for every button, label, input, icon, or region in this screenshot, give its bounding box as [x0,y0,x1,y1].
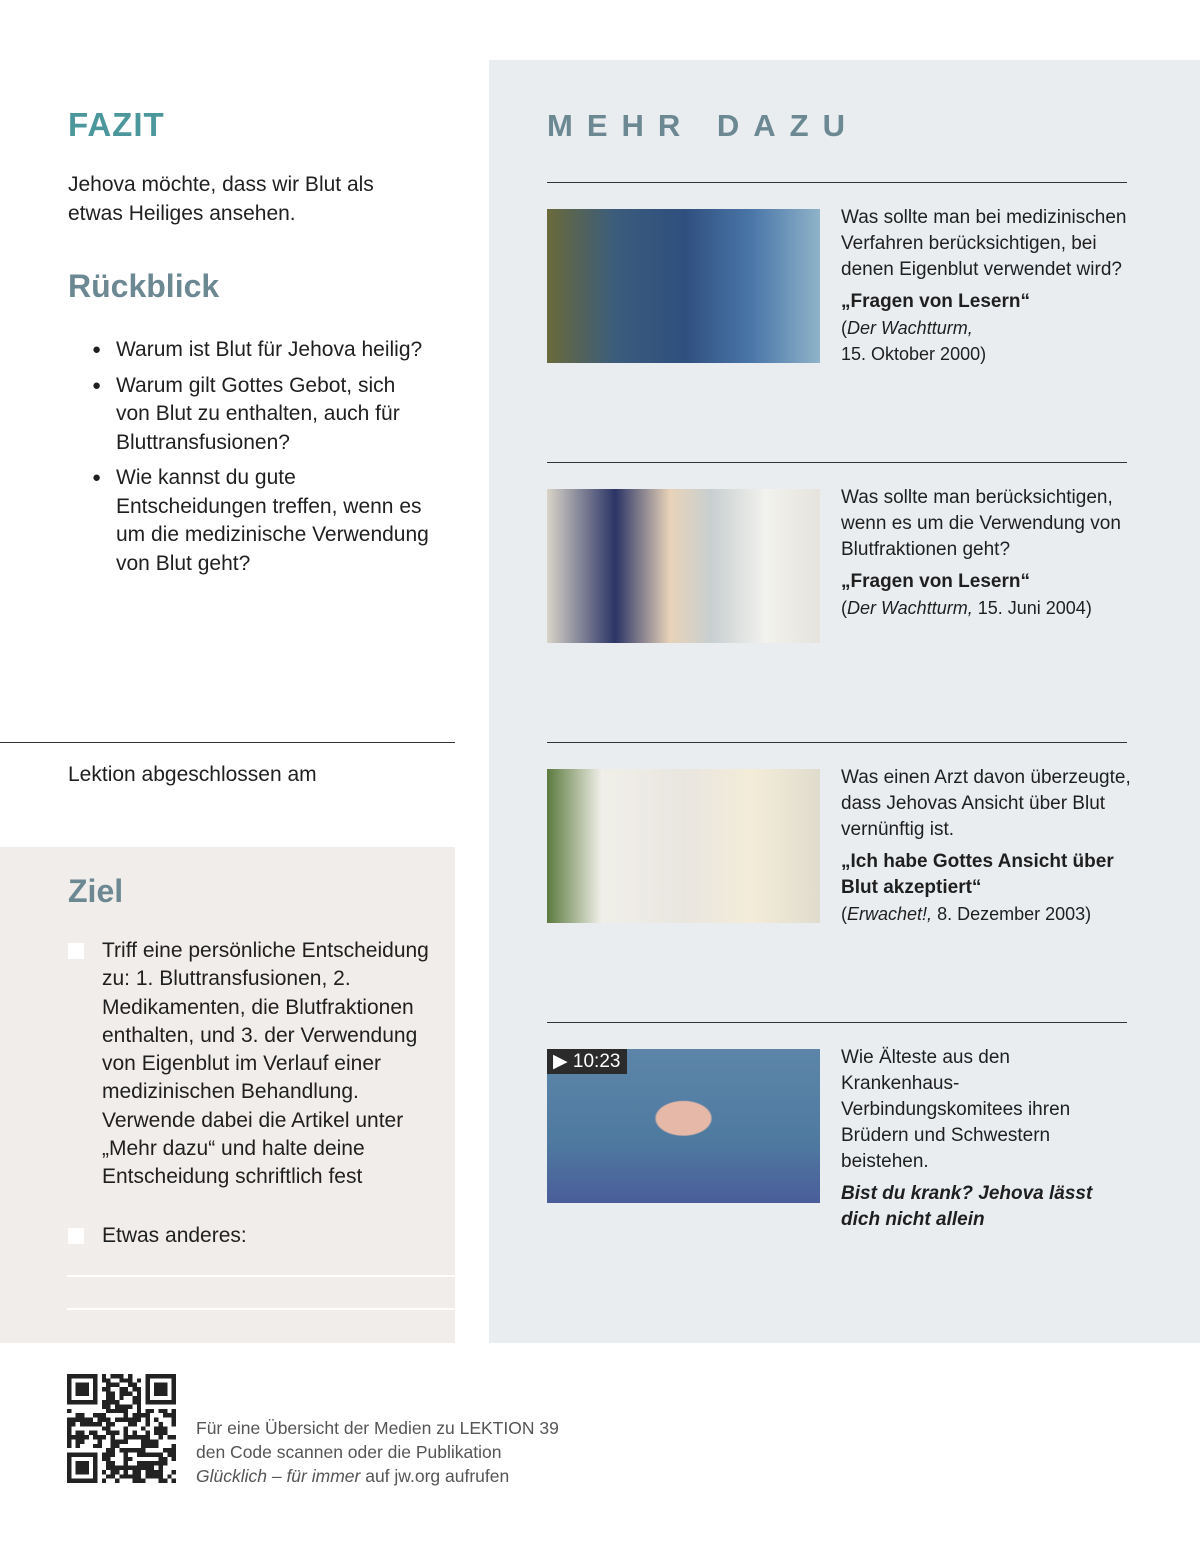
divider [0,742,455,743]
video-title[interactable]: Bist du krank? Jehova lässt dich nicht allein [841,1183,1093,1230]
article-date: 15. Juni 2004 [977,598,1086,618]
video-thumbnail[interactable] [547,1049,820,1203]
review-question: ● Warum gilt Gottes Gebot, sich von Blut zu enthalten, auch für Bluttransfusionen? [92,372,432,458]
video-duration: 10:23 [572,1051,621,1072]
review-question: ● Wie kannst du gute Entscheidungen treffen, wenn es um die medizinische Verwendung von Blut geht? [92,464,432,578]
mehr-dazu-panel: Was sollte man bei medizinischen Verfahren berücksichtigen, bei denen Eigenblut verwendet wird? „Fragen von Lesern“ (Der Wachtturm, 15. Oktober 2000) Was sollte man berücksichtigen, wenn es um die Verwendung von Blutfraktionen geht? „Fragen von Lesern“ (Der Wachtturm, 15. Juni 2004) Was einen Arzt davon überzeugte, dass Jehovas Ansicht über Blut vernünftig ist. „Ich habe Gottes Ansicht über Blut akzeptiert“ (Erwachet!, 8. Dezember 2003) ▶ 10:23 Wie Älteste aus den Krankenhaus-Verbindungskomitees ihren Brüdern und Schwestern beistehen. Bist du krank? Jehova lässt dich nicht allein [489,60,1200,1343]
goal-text: Etwas anderes: [102,1223,247,1247]
video-duration-badge [547,1049,627,1074]
lesson-completed-label: Lektion abgeschlossen am [68,763,317,786]
play-icon: ▶ [553,1051,568,1072]
goal-item [68,937,448,1192]
divider [547,742,1127,743]
fazit-text: Jehova möchte, dass wir Blut als etwas Heiliges ansehen. [68,173,374,225]
qr-code[interactable] [67,1374,176,1483]
review-questions [92,336,432,585]
surgery-image [547,209,820,363]
ziel-box [0,847,455,1343]
mehr-dazu-heading: MEHR DAZU [547,108,859,143]
footer-text [196,1416,559,1488]
article-source: Der Wachtturm, [847,318,973,338]
article-desc: Was sollte man berücksichtigen, wenn es um die Verwendung von Blutfraktionen geht? [841,487,1121,560]
article-source: Der Wachtturm, [847,598,973,618]
footer-line: auf jw.org aufrufen [365,1466,510,1486]
divider [547,462,1127,463]
doctor-image [547,769,820,923]
goal-checkbox[interactable] [68,943,84,959]
article-title[interactable]: „Fragen von Lesern“ [841,571,1030,592]
footer-line: den Code scannen oder die Publikation [196,1442,502,1462]
article-title[interactable]: „Ich habe Gottes Ansicht über Blut akzeptiert“ [841,851,1114,898]
article-desc: Was sollte man bei medizinischen Verfahren berücksichtigen, bei denen Eigenblut verwendet wird? [841,207,1127,280]
article-desc: Was einen Arzt davon überzeugte, dass Jehovas Ansicht über Blut vernünftig ist. [841,767,1131,840]
footer-line: Für eine Übersicht der Medien zu LEKTION 39 [196,1418,559,1438]
goal-item-other [68,1222,448,1250]
divider [547,1022,1127,1023]
divider [547,182,1127,183]
goal-text: Triff eine persönliche Entscheidung zu: 1. Bluttransfusionen, 2. Medikamenten, die Blutfraktionen enthalten, und 3. der Verwendung von Eigenblut im Verlauf einer medizinischen Behandlung. Verwende dabei die Artikel unter „Mehr dazu“ und halte deine Entscheidung schriftlich fest [102,939,429,1189]
goal-list [68,937,448,1250]
article-date: 8. Dezember 2003 [937,904,1086,924]
article-desc: Wie Älteste aus den Krankenhaus-Verbindungskomitees ihren Brüdern und Schwestern beistehen. [841,1047,1071,1172]
goal-checkbox[interactable] [68,1228,84,1244]
doctor-patient-image [547,489,820,643]
article-source: Erwachet!, [847,904,933,924]
write-line [67,1308,455,1310]
review-question: ● Warum ist Blut für Jehova heilig? [92,336,432,365]
article-date: 15. Oktober 2000 [841,344,981,364]
fazit-heading: FAZIT [68,106,165,143]
publication-title: Glücklich – für immer [196,1466,361,1486]
ziel-heading: Ziel [68,873,124,909]
write-line [67,1275,455,1277]
article-title[interactable]: „Fragen von Lesern“ [841,291,1030,312]
rueckblick-heading: Rückblick [68,268,220,304]
